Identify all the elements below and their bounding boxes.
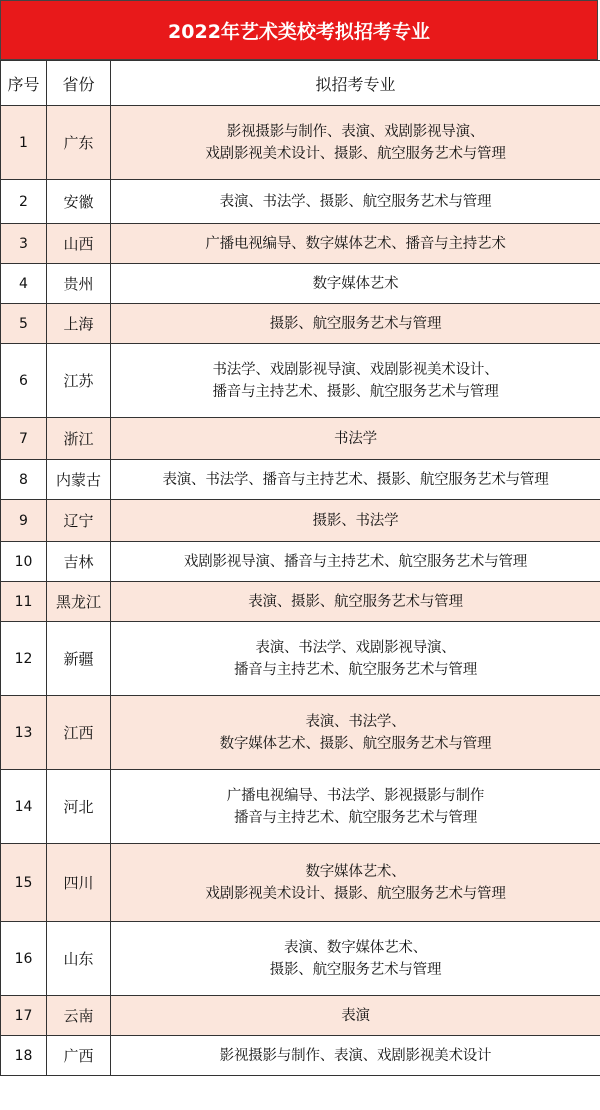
row-seq: 10: [1, 542, 47, 582]
majors-line: 戏剧影视导演、播音与主持艺术、航空服务艺术与管理: [183, 553, 528, 570]
row-majors: [111, 542, 600, 582]
row-seq: 18: [1, 1036, 47, 1076]
row-majors: [111, 304, 600, 344]
row-majors: [111, 770, 600, 844]
header-majors: 拟招考专业: [111, 61, 600, 106]
row-province: 四川: [47, 844, 111, 922]
row-province: 广东: [47, 106, 111, 180]
majors-line: 播音与主持艺术、航空服务艺术与管理: [233, 809, 478, 826]
majors-line: 数字媒体艺术、摄影、航空服务艺术与管理: [219, 735, 492, 752]
header-row: [1, 61, 600, 106]
row-province: 吉林: [47, 542, 111, 582]
row-seq: 11: [1, 582, 47, 622]
row-province: 新疆: [47, 622, 111, 696]
majors-line: 戏剧影视美术设计、摄影、航空服务艺术与管理: [205, 885, 506, 902]
row-seq: 3: [1, 224, 47, 264]
table-row: [1, 180, 600, 224]
table-row: [1, 418, 600, 460]
table-row: [1, 344, 600, 418]
row-seq: 1: [1, 106, 47, 180]
row-majors: [111, 844, 600, 922]
table-title: 2022年艺术类校考拟招考专业: [0, 0, 598, 60]
row-seq: 14: [1, 770, 47, 844]
row-majors: [111, 106, 600, 180]
row-seq: 15: [1, 844, 47, 922]
table-row: [1, 922, 600, 996]
majors-line: 摄影、书法学: [312, 512, 399, 529]
row-province: 河北: [47, 770, 111, 844]
row-seq: 16: [1, 922, 47, 996]
row-province: 山东: [47, 922, 111, 996]
majors-line: 戏剧影视美术设计、摄影、航空服务艺术与管理: [205, 145, 506, 162]
majors-line: 书法学、戏剧影视导演、戏剧影视美术设计、: [212, 361, 499, 378]
majors-line: 表演、书法学、播音与主持艺术、摄影、航空服务艺术与管理: [162, 471, 549, 488]
row-province: 上海: [47, 304, 111, 344]
table-row: [1, 1036, 600, 1076]
majors-line: 数字媒体艺术: [312, 275, 399, 292]
majors-line: 表演、摄影、航空服务艺术与管理: [248, 593, 463, 610]
majors-line: 广播电视编导、书法学、影视摄影与制作: [226, 787, 485, 804]
table-row: [1, 264, 600, 304]
row-province: 贵州: [47, 264, 111, 304]
row-province: 云南: [47, 996, 111, 1036]
row-seq: 17: [1, 996, 47, 1036]
table-row: [1, 542, 600, 582]
majors-line: 影视摄影与制作、表演、戏剧影视导演、: [226, 123, 485, 140]
row-seq: 13: [1, 696, 47, 770]
table-row: [1, 622, 600, 696]
table-row: [1, 224, 600, 264]
majors-line: 表演、书法学、摄影、航空服务艺术与管理: [219, 193, 492, 210]
majors-line: 表演、书法学、戏剧影视导演、: [255, 639, 456, 656]
table-row: [1, 770, 600, 844]
majors-table: [0, 60, 600, 1076]
row-majors: [111, 264, 600, 304]
row-majors: [111, 622, 600, 696]
row-majors: [111, 582, 600, 622]
row-province: 安徽: [47, 180, 111, 224]
table-row: [1, 844, 600, 922]
majors-line: 表演、书法学、: [305, 713, 406, 730]
row-majors: [111, 418, 600, 460]
row-majors: [111, 922, 600, 996]
table-row: [1, 996, 600, 1036]
table-row: [1, 460, 600, 500]
majors-line: 播音与主持艺术、航空服务艺术与管理: [233, 661, 478, 678]
row-majors: [111, 500, 600, 542]
majors-line: 表演: [341, 1007, 370, 1024]
row-seq: 7: [1, 418, 47, 460]
row-province: 江西: [47, 696, 111, 770]
row-majors: [111, 180, 600, 224]
majors-line: 影视摄影与制作、表演、戏剧影视美术设计: [219, 1047, 492, 1064]
row-province: 内蒙古: [47, 460, 111, 500]
majors-line: 表演、数字媒体艺术、: [284, 939, 427, 956]
row-seq: 6: [1, 344, 47, 418]
table-row: [1, 304, 600, 344]
row-province: 浙江: [47, 418, 111, 460]
row-majors: [111, 996, 600, 1036]
row-province: 辽宁: [47, 500, 111, 542]
row-seq: 5: [1, 304, 47, 344]
row-majors: [111, 344, 600, 418]
majors-line: 广播电视编导、数字媒体艺术、播音与主持艺术: [205, 235, 506, 252]
majors-line: 播音与主持艺术、摄影、航空服务艺术与管理: [212, 383, 499, 400]
row-province: 广西: [47, 1036, 111, 1076]
row-majors: [111, 696, 600, 770]
majors-line: 书法学: [334, 430, 377, 447]
table-body: [1, 106, 600, 1076]
header-seq: 序号: [1, 61, 47, 106]
table-row: [1, 106, 600, 180]
row-majors: [111, 224, 600, 264]
row-seq: 9: [1, 500, 47, 542]
row-seq: 2: [1, 180, 47, 224]
majors-line: 数字媒体艺术、: [305, 863, 406, 880]
table-row: [1, 696, 600, 770]
row-province: 山西: [47, 224, 111, 264]
header-province: 省份: [47, 61, 111, 106]
row-majors: [111, 1036, 600, 1076]
majors-line: 摄影、航空服务艺术与管理: [269, 315, 442, 332]
row-seq: 4: [1, 264, 47, 304]
row-seq: 12: [1, 622, 47, 696]
row-majors: [111, 460, 600, 500]
row-province: 黑龙江: [47, 582, 111, 622]
majors-line: 摄影、航空服务艺术与管理: [269, 961, 442, 978]
table-row: [1, 500, 600, 542]
row-seq: 8: [1, 460, 47, 500]
row-province: 江苏: [47, 344, 111, 418]
table-row: [1, 582, 600, 622]
